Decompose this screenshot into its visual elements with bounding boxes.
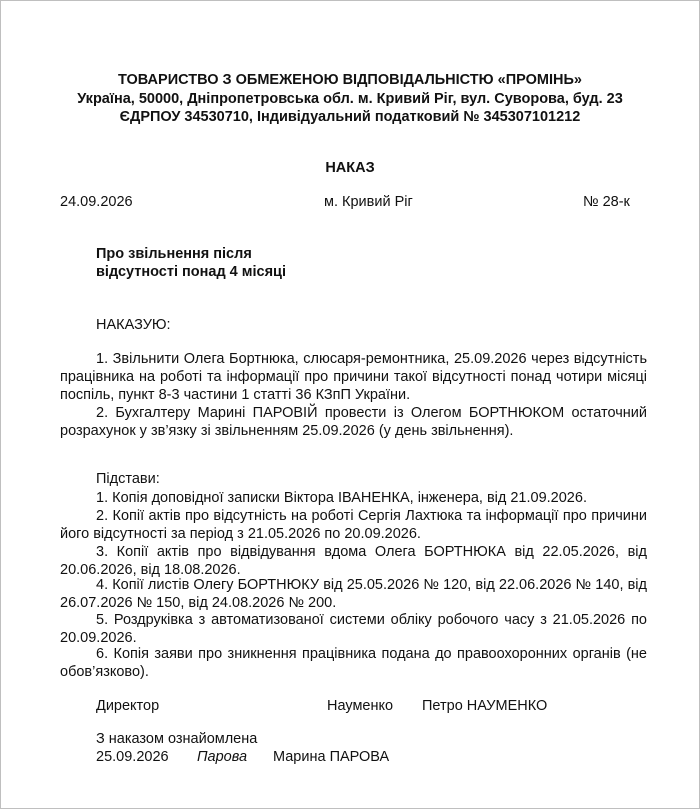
director-signature: Науменко xyxy=(327,698,394,714)
document-place: м. Кривий Ріг xyxy=(324,194,413,210)
company-codes: ЄДРПОУ 34530710, Індивідуальний податковий № 345307101212 xyxy=(119,109,581,125)
grounds-item-3: 3. Копії актів про відвідування вдома Олега БОРТНЮКА від 22.05.2026, від 20.06.2026, від 18.08.2026. xyxy=(60,544,647,578)
grounds-item-5: 5. Роздруківка з автоматизованої системи обліку робочого часу з 21.05.2026 по 20.09.2026. xyxy=(60,612,647,646)
acknowledgement-name: Марина ПАРОВА xyxy=(273,749,390,765)
order-item-1: 1. Звільнити Олега Бортнюка, слюсаря-ремонтника, 25.09.2026 через відсутність працівника на роботі та інформації про причини такої відсутності понад чотири місяці поспіль, пункт 8-3 частини 1 статті 36 КЗпП України. xyxy=(60,351,647,403)
document-title: НАКАЗ xyxy=(325,160,375,176)
grounds-item-2: 2. Копії актів про відсутність на роботі Сергія Лахтюка та інформації про причини його відсутності за період з 21.05.2026 по 20.09.2026. xyxy=(60,508,647,542)
director-name: Петро НАУМЕНКО xyxy=(422,698,548,714)
acknowledgement-signature: Парова xyxy=(197,749,248,765)
subject-line-1: Про звільнення після xyxy=(96,246,252,262)
grounds-item-1: 1. Копія доповідної записки Віктора ІВАНЕНКА, інженера, від 21.09.2026. xyxy=(96,490,587,506)
document-number: № 28-к xyxy=(583,194,630,210)
director-title: Директор xyxy=(96,698,160,714)
grounds-item-4: 4. Копії листів Олегу БОРТНЮКУ від 25.05.2026 № 120, від 22.06.2026 № 140, від 26.07.2026 № 150, від 24.08.2026 № 200. xyxy=(60,577,647,611)
grounds-title: Підстави: xyxy=(96,471,160,487)
document-date: 24.09.2026 xyxy=(60,194,133,210)
company-address: Україна, 50000, Дніпропетровська обл. м. Кривий Ріг, вул. Суворова, буд. 23 xyxy=(77,91,623,107)
acknowledgement-label: З наказом ознайомлена xyxy=(96,731,258,747)
subject-line-2: відсутності понад 4 місяці xyxy=(96,264,286,280)
order-item-2: 2. Бухгалтеру Марині ПАРОВІЙ провести із Олегом БОРТНЮКОМ остаточний розрахунок у зв’язку зі звільненням 25.09.2026 (у день звільнення). xyxy=(60,405,647,439)
grounds-item-6: 6. Копія заяви про зникнення працівника подана до правоохоронних органів (не обов’язково). xyxy=(60,646,647,680)
order-word: НАКАЗУЮ: xyxy=(96,317,171,333)
company-name: ТОВАРИСТВО З ОБМЕЖЕНОЮ ВІДПОВІДАЛЬНІСТЮ «ПРОМІНЬ» xyxy=(118,72,582,88)
acknowledgement-date: 25.09.2026 xyxy=(96,749,169,765)
